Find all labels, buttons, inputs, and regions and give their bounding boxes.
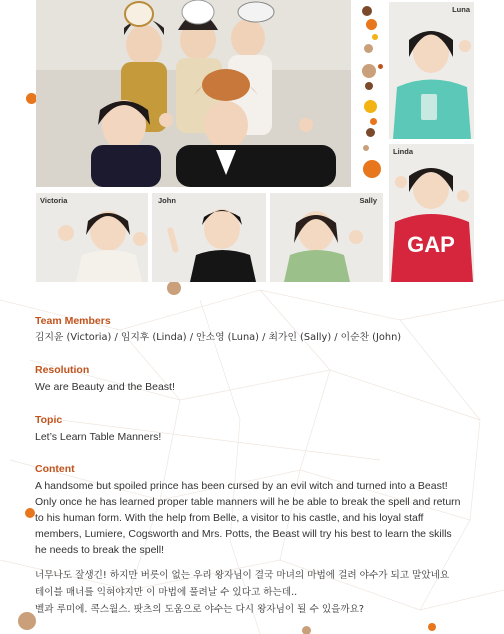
photo-john-illustration (152, 193, 266, 282)
decor-dot (18, 612, 36, 630)
photo-label-john: John (158, 196, 176, 205)
content-korean-line: 너무나도 잘생긴! 하지만 버릇이 없는 우리 왕자님이 결국 마녀의 마법에 걸려 야수가 되고 말았네요 (35, 570, 450, 581)
content-line: Only once he has learned proper table manners will he be able to break the spell and return (35, 496, 461, 508)
content-line: A handsome but spoiled prince has been cursed by an evil witch and turned into a Beast! (35, 480, 448, 492)
group-photo (36, 0, 351, 187)
team-members-section (35, 315, 480, 346)
decor-dot (364, 100, 377, 113)
decor-dot (363, 145, 369, 151)
photo-linda-illustration (389, 144, 474, 282)
photo-victoria (36, 193, 148, 282)
decor-dot (364, 44, 373, 53)
content-line: to his human form. With the help from Belle, a visitor to his castle, and his loyal staff (35, 512, 424, 524)
photo-luna-illustration (389, 2, 474, 139)
content-line: he needs to break the spell! (35, 544, 165, 556)
content-section (35, 463, 485, 618)
photo-sally-illustration (270, 193, 383, 282)
content-heading: Content (35, 463, 75, 475)
team-members-text: 김지윤 (Victoria) / 임지후 (Linda) / 안소영 (Luna) / 최가인 (Sally) / 이순찬 (John) (35, 332, 402, 343)
sweater-logo: GAP (407, 232, 455, 257)
decor-dot (365, 82, 373, 90)
photo-victoria-illustration (36, 193, 148, 282)
decor-dot (302, 626, 311, 634)
decor-dot (362, 64, 376, 78)
photo-label-victoria: Victoria (40, 196, 68, 205)
topic-section (35, 414, 480, 445)
photo-linda (389, 144, 474, 282)
content-line: members, Lumiere, Cogsworth and Mrs. Potts, the Beast will try his best to learn the skills (35, 528, 452, 540)
team-members-heading: Team Members (35, 315, 111, 327)
photo-john (152, 193, 266, 282)
resolution-text: We are Beauty and the Beast! (35, 381, 175, 393)
decor-dot (372, 34, 378, 40)
photo-luna (389, 2, 474, 139)
topic-heading: Topic (35, 414, 63, 426)
resolution-section (35, 364, 480, 395)
decor-dot (378, 64, 383, 69)
content-korean-line: 테이블 매너를 익혀야지만 이 마법에 풀려날 수 있다고 하는데.. (35, 587, 298, 598)
decor-dot (167, 281, 181, 295)
group-photo-illustration (36, 0, 351, 187)
photo-label-linda: Linda (393, 147, 413, 156)
content-korean-line: 벨과 루미에. 콕스월스. 팟츠의 도움으로 야수는 다시 왕자님이 될 수 있을까요? (35, 604, 364, 615)
decor-dot (366, 19, 377, 30)
photo-sally (270, 193, 383, 282)
resolution-heading: Resolution (35, 364, 90, 376)
decor-dot (363, 160, 381, 178)
decor-dot (362, 6, 372, 16)
decor-dot (25, 508, 35, 518)
decor-dot (370, 118, 377, 125)
decor-dot (428, 623, 436, 631)
topic-text: Let’s Learn Table Manners! (35, 431, 162, 443)
photo-label-sally: Sally (359, 196, 377, 205)
photo-label-luna: Luna (452, 5, 470, 14)
decor-dot (366, 128, 375, 137)
